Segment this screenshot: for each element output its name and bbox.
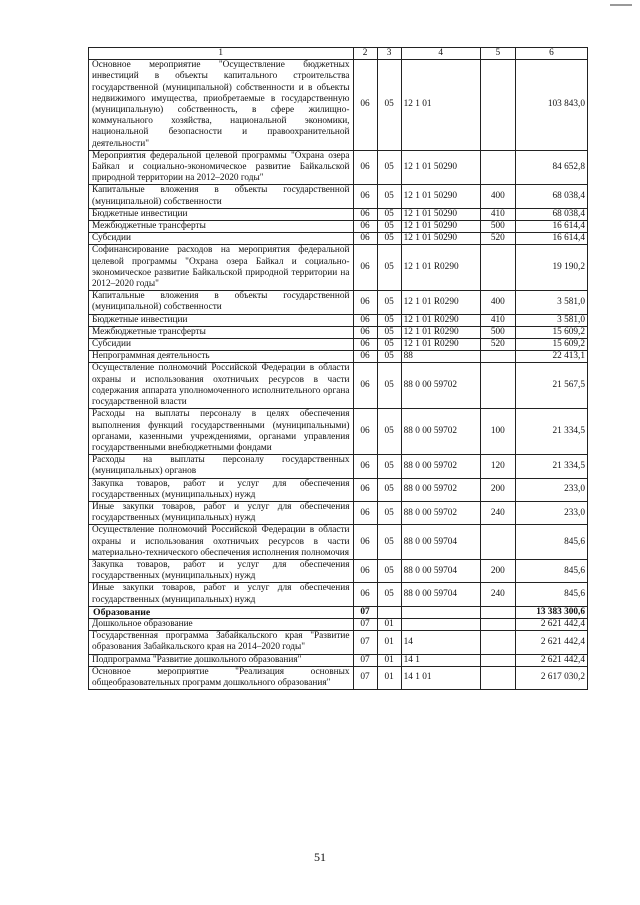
target-article-cell: 12 1 01 R0290 — [401, 339, 480, 351]
subsection-code-cell: 05 — [377, 208, 401, 220]
amount-cell: 2 617 030,2 — [515, 666, 587, 689]
amount-cell: 103 843,0 — [515, 60, 587, 151]
page-number: 51 — [314, 850, 326, 864]
subsection-code-cell: 01 — [377, 654, 401, 666]
section-code-cell: 06 — [353, 233, 377, 245]
table-row — [89, 618, 588, 630]
expense-type-cell: 200 — [480, 559, 515, 582]
section-code-cell: 06 — [353, 185, 377, 208]
expense-name-cell: Закупка товаров, работ и услуг для обеспечения государственных (муниципальных) нужд — [89, 559, 354, 582]
section-code-cell: 07 — [353, 618, 377, 630]
target-article-cell: 14 1 — [401, 654, 480, 666]
target-article-cell: 88 0 00 59702 — [401, 409, 480, 455]
target-article-cell: 12 1 01 R0290 — [401, 314, 480, 326]
expense-name-cell: Основное мероприятие "Реализация основных общеобразовательных программ дошкольного образования" — [89, 666, 354, 689]
expense-name-cell: Образование — [89, 606, 354, 618]
section-code-cell: 06 — [353, 208, 377, 220]
section-code-cell: 06 — [353, 221, 377, 233]
target-article-cell: 88 0 00 59702 — [401, 455, 480, 478]
expense-name-cell: Непрограммная деятельность — [89, 351, 354, 363]
section-code-cell: 07 — [353, 606, 377, 618]
subsection-code-cell: 05 — [377, 221, 401, 233]
amount-cell: 845,6 — [515, 583, 587, 606]
subsection-code-cell: 05 — [377, 501, 401, 524]
subsection-code-cell: 05 — [377, 150, 401, 185]
target-article-cell: 88 0 00 59704 — [401, 525, 480, 560]
target-article-cell: 88 0 00 59704 — [401, 583, 480, 606]
expense-name-cell: Дошкольное образование — [89, 618, 354, 630]
expense-type-cell: 410 — [480, 314, 515, 326]
expense-type-cell — [480, 654, 515, 666]
subsection-code-cell: 05 — [377, 363, 401, 409]
subsection-code-cell: 05 — [377, 185, 401, 208]
subsection-code-cell: 05 — [377, 559, 401, 582]
table-row — [89, 409, 588, 455]
amount-cell: 68 038,4 — [515, 208, 587, 220]
table-row — [89, 208, 588, 220]
amount-cell: 845,6 — [515, 525, 587, 560]
section-code-cell: 06 — [353, 150, 377, 185]
subsection-code-cell: 01 — [377, 666, 401, 689]
expense-name-cell: Капитальные вложения в объекты государственной (муниципальной) собственности — [89, 185, 354, 208]
expense-type-cell — [480, 363, 515, 409]
expense-name-cell: Расходы на выплаты персоналу государственных (муниципальных) органов — [89, 455, 354, 478]
subsection-code-cell: 05 — [377, 351, 401, 363]
expense-type-cell — [480, 606, 515, 618]
subsection-code-cell: 05 — [377, 478, 401, 501]
table-row — [89, 583, 588, 606]
amount-cell: 233,0 — [515, 501, 587, 524]
amount-cell: 3 581,0 — [515, 314, 587, 326]
amount-cell: 2 621 442,4 — [515, 654, 587, 666]
table-row — [89, 233, 588, 245]
target-article-cell: 88 0 00 59702 — [401, 363, 480, 409]
expense-type-cell — [480, 631, 515, 654]
table-row — [89, 351, 588, 363]
expense-name-cell: Капитальные вложения в объекты государственной (муниципальной) собственности — [89, 291, 354, 314]
section-code-cell: 06 — [353, 525, 377, 560]
table-body — [89, 48, 588, 690]
table-row — [89, 455, 588, 478]
amount-cell: 845,6 — [515, 559, 587, 582]
section-code-cell: 06 — [353, 60, 377, 151]
header-cell-5: 5 — [480, 48, 515, 60]
expense-type-cell — [480, 245, 515, 291]
amount-cell: 68 038,4 — [515, 185, 587, 208]
amount-cell: 21 334,5 — [515, 455, 587, 478]
target-article-cell: 14 — [401, 631, 480, 654]
amount-cell: 13 383 300,6 — [515, 606, 587, 618]
header-cell-6: 6 — [515, 48, 587, 60]
table-row — [89, 631, 588, 654]
expense-type-cell: 400 — [480, 185, 515, 208]
table-row — [89, 606, 588, 618]
expense-name-cell: Иные закупки товаров, работ и услуг для обеспечения государственных (муниципальных) нужд — [89, 583, 354, 606]
expense-name-cell: Межбюджетные трансферты — [89, 326, 354, 338]
section-code-cell: 06 — [353, 559, 377, 582]
header-cell-2: 2 — [353, 48, 377, 60]
target-article-cell: 12 1 01 R0290 — [401, 291, 480, 314]
expense-type-cell — [480, 351, 515, 363]
table-row — [89, 60, 588, 151]
expense-type-cell — [480, 150, 515, 185]
expense-type-cell — [480, 666, 515, 689]
amount-cell: 84 652,8 — [515, 150, 587, 185]
section-code-cell: 07 — [353, 666, 377, 689]
table-row — [89, 501, 588, 524]
section-code-cell: 06 — [353, 363, 377, 409]
subsection-code-cell: 05 — [377, 409, 401, 455]
target-article-cell: 88 0 00 59702 — [401, 501, 480, 524]
subsection-code-cell: 05 — [377, 60, 401, 151]
target-article-cell: 12 1 01 50290 — [401, 233, 480, 245]
table-row — [89, 559, 588, 582]
target-article-cell: 12 1 01 50290 — [401, 150, 480, 185]
table-row — [89, 654, 588, 666]
subsection-code-cell: 05 — [377, 233, 401, 245]
subsection-code-cell: 05 — [377, 291, 401, 314]
section-code-cell: 06 — [353, 455, 377, 478]
section-code-cell: 06 — [353, 409, 377, 455]
target-article-cell: 14 1 01 — [401, 666, 480, 689]
subsection-code-cell: 05 — [377, 326, 401, 338]
table-row — [89, 478, 588, 501]
target-article-cell: 12 1 01 — [401, 60, 480, 151]
amount-cell: 15 609,2 — [515, 339, 587, 351]
expense-name-cell: Осуществление полномочий Российской Федерации в области охраны и использования охотничьих ресурсов в части содержания аппарата уполномоченного исполнительного органа государственной власти — [89, 363, 354, 409]
section-code-cell: 06 — [353, 501, 377, 524]
target-article-cell — [401, 606, 480, 618]
target-article-cell — [401, 618, 480, 630]
section-code-cell: 06 — [353, 351, 377, 363]
expense-type-cell: 410 — [480, 208, 515, 220]
expense-name-cell: Субсидии — [89, 233, 354, 245]
table-row — [89, 221, 588, 233]
subsection-code-cell: 05 — [377, 339, 401, 351]
table-row — [89, 150, 588, 185]
expense-type-cell: 200 — [480, 478, 515, 501]
expense-type-cell: 520 — [480, 339, 515, 351]
table-row — [89, 245, 588, 291]
expense-name-cell: Бюджетные инвестиции — [89, 314, 354, 326]
subsection-code-cell: 01 — [377, 631, 401, 654]
section-code-cell: 06 — [353, 291, 377, 314]
expense-type-cell: 500 — [480, 326, 515, 338]
corner-scan-mark — [610, 4, 632, 6]
section-code-cell: 06 — [353, 326, 377, 338]
subsection-code-cell — [377, 606, 401, 618]
target-article-cell: 88 0 00 59702 — [401, 478, 480, 501]
amount-cell: 21 334,5 — [515, 409, 587, 455]
amount-cell: 16 614,4 — [515, 221, 587, 233]
target-article-cell: 12 1 01 R0290 — [401, 326, 480, 338]
amount-cell: 15 609,2 — [515, 326, 587, 338]
amount-cell: 233,0 — [515, 478, 587, 501]
table-row — [89, 525, 588, 560]
amount-cell: 2 621 442,4 — [515, 631, 587, 654]
expense-type-cell: 500 — [480, 221, 515, 233]
amount-cell: 16 614,4 — [515, 233, 587, 245]
target-article-cell: 12 1 01 R0290 — [401, 245, 480, 291]
table-row — [89, 339, 588, 351]
target-article-cell: 12 1 01 50290 — [401, 221, 480, 233]
target-article-cell: 88 0 00 59704 — [401, 559, 480, 582]
table-row — [89, 363, 588, 409]
subsection-code-cell: 05 — [377, 525, 401, 560]
section-code-cell: 06 — [353, 339, 377, 351]
table-row — [89, 291, 588, 314]
expense-type-cell: 520 — [480, 233, 515, 245]
expense-name-cell: Межбюджетные трансферты — [89, 221, 354, 233]
header-cell-3: 3 — [377, 48, 401, 60]
section-code-cell: 06 — [353, 583, 377, 606]
subsection-code-cell: 05 — [377, 245, 401, 291]
expense-type-cell: 120 — [480, 455, 515, 478]
expense-name-cell: Основное мероприятие "Осуществление бюджетных инвестиций в объекты капитального строительства государственной (муниципальной) собственности и в объекты недвижимого имущества, приобретаемые в государственную (муниципальную) собственность, в сфере жилищно-коммунального хозяйства, национальной экономики, национальной безопасности и правоохранительной деятельности" — [89, 60, 354, 151]
section-code-cell: 06 — [353, 314, 377, 326]
table-row — [89, 326, 588, 338]
header-cell-4: 4 — [401, 48, 480, 60]
expense-type-cell — [480, 60, 515, 151]
table-row — [89, 185, 588, 208]
expense-name-cell: Софинансирование расходов на мероприятия федеральной целевой программы "Охрана озера Байкал и социально-экономическое развитие Байкальской природной территории на 2012–2020 годы" — [89, 245, 354, 291]
expense-type-cell: 400 — [480, 291, 515, 314]
expense-name-cell: Расходы на выплаты персоналу в целях обеспечения выполнения функций государственными (муниципальными) органами, казенными учреждениями, органами управления государственными внебюджетными фондами — [89, 409, 354, 455]
section-code-cell: 06 — [353, 245, 377, 291]
amount-cell: 19 190,2 — [515, 245, 587, 291]
amount-cell: 2 621 442,4 — [515, 618, 587, 630]
subsection-code-cell: 05 — [377, 314, 401, 326]
expense-type-cell — [480, 525, 515, 560]
subsection-code-cell: 01 — [377, 618, 401, 630]
expense-name-cell: Мероприятия федеральной целевой программы "Охрана озера Байкал и социально-экономическое развитие Байкальской природной территории на 2012–2020 годы" — [89, 150, 354, 185]
expense-name-cell: Подпрограмма "Развитие дошкольного образования" — [89, 654, 354, 666]
subsection-code-cell: 05 — [377, 583, 401, 606]
table-header-row — [89, 48, 588, 60]
expense-name-cell: Иные закупки товаров, работ и услуг для обеспечения государственных (муниципальных) нужд — [89, 501, 354, 524]
table-row — [89, 666, 588, 689]
expense-type-cell: 240 — [480, 583, 515, 606]
table-row — [89, 314, 588, 326]
expense-name-cell: Закупка товаров, работ и услуг для обеспечения государственных (муниципальных) нужд — [89, 478, 354, 501]
target-article-cell: 88 — [401, 351, 480, 363]
section-code-cell: 07 — [353, 631, 377, 654]
header-cell-1: 1 — [89, 48, 354, 60]
expense-name-cell: Субсидии — [89, 339, 354, 351]
expense-name-cell: Осуществление полномочий Российской Федерации в области охраны и использования охотничьих ресурсов в части материально-технического обеспечения исполнения полномочия — [89, 525, 354, 560]
expense-name-cell: Государственная программа Забайкальского края "Развитие образования Забайкальского края на 2014–2020 годы" — [89, 631, 354, 654]
amount-cell: 22 413,1 — [515, 351, 587, 363]
amount-cell: 21 567,5 — [515, 363, 587, 409]
expense-type-cell: 100 — [480, 409, 515, 455]
expense-type-cell: 240 — [480, 501, 515, 524]
subsection-code-cell: 05 — [377, 455, 401, 478]
expense-name-cell: Бюджетные инвестиции — [89, 208, 354, 220]
target-article-cell: 12 1 01 50290 — [401, 185, 480, 208]
budget-table — [88, 47, 588, 690]
target-article-cell: 12 1 01 50290 — [401, 208, 480, 220]
section-code-cell: 06 — [353, 478, 377, 501]
amount-cell: 3 581,0 — [515, 291, 587, 314]
expense-type-cell — [480, 618, 515, 630]
section-code-cell: 07 — [353, 654, 377, 666]
